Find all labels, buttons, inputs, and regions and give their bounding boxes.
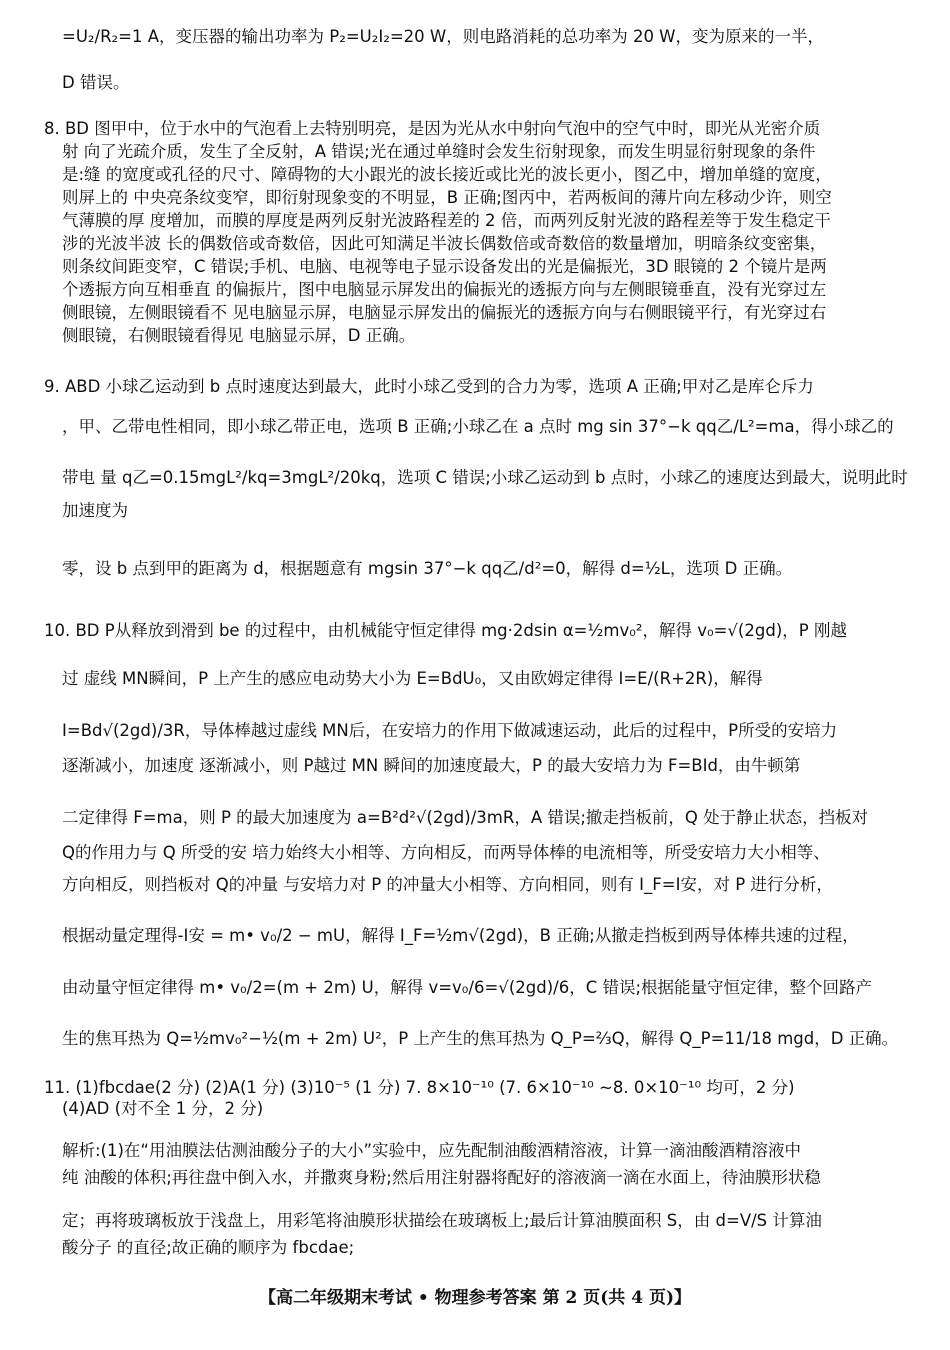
q8-line-7: 则条纹间距变窄，C 错误;手机、电脑、电视等电子显示设备发出的光是偏振光，3D 眼镜的 2 个镜片是两 (62, 257, 827, 276)
q11-line-5: 定；再将玻璃板放于浅盘上，用彩笔将油膜形状描绘在玻璃板上;最后计算油膜面积 S，由 d=V/S 计算油 (62, 1211, 822, 1230)
q8-line-2: 射 向了光疏介质，发生了全反射，A 错误;光在通过单缝时会发生衍射现象，而发生明显衍射现象的条件 (62, 142, 816, 161)
q10-line-1: 10. BD P从释放到滑到 be 的过程中，由机械能守恒定律得 mg·2dsin α=½mv₀²，解得 v₀=√(2gd)，P 刚越 (44, 621, 847, 640)
q9-line-1: 9. ABD 小球乙运动到 b 点时速度达到最大，此时小球乙受到的合力为零，选项 A 正确;甲对乙是库仑斥力 (44, 377, 814, 396)
q10-line-8: 根据动量定理得-I安 = m• v₀/2 − mU，解得 I_F=½m√(2gd)，B 正确;从撤走挡板到两导体棒共速的过程， (62, 926, 859, 945)
q11-line-4: 纯 油酸的体积;再往盘中倒入水，并撒爽身粉;然后用注射器将配好的溶液滴一滴在水面上，待油膜形状稳 (62, 1168, 821, 1187)
q10-line-6: Q的作用力与 Q 所受的安 培力始终大小相等、方向相反，而两导体棒的电流相等，所受安培力大小相等、 (62, 843, 830, 862)
q9-line-4: 加速度为 (62, 501, 128, 520)
q10-line-7: 方向相反，则挡板对 Q的冲量 与安培力对 P 的冲量大小相等、方向相同，则有 I_F=I安，对 P 进行分析， (62, 875, 833, 894)
q10-line-3: I=Bd√(2gd)/3R，导体棒越过虚线 MN后，在安培力的作用下做减速运动，此后的过程中，P所受的安培力 (62, 721, 838, 740)
q11-line-1: 11. (1)fbcdae(2 分) (2)A(1 分) (3)10⁻⁵ (1 分) 7. 8×10⁻¹⁰ (7. 6×10⁻¹⁰ ~8. 0×10⁻¹⁰ 均可，2 分) (44, 1078, 795, 1097)
q10-line-2: 过 虚线 MN瞬间，P 上产生的感应电动势大小为 E=BdU₀，又由欧姆定律得 I=E/(R+2R)，解得 (62, 669, 763, 688)
q10-line-5: 二定律得 F=ma，则 P 的最大加速度为 a=B²d²√(2gd)/3mR，A 错误;撤走挡板前，Q 处于静止状态，挡板对 (62, 808, 869, 827)
q10-line-4: 逐渐减小，加速度 逐渐减小，则 P越过 MN 瞬间的加速度最大，P 的最大安培力为 F=BId，由牛顿第 (62, 756, 801, 775)
q8-line-4: 则屏上的 中央亮条纹变窄，即衍射现象变的不明显，B 正确;图丙中，若两板间的薄片向左移动少许，则空 (62, 188, 832, 207)
q11-line-6: 酸分子 的直径;故正确的顺序为 fbcdae; (62, 1238, 355, 1257)
q8-line-9: 侧眼镜，左侧眼镜看不 见电脑显示屏，电脑显示屏发出的偏振光的透振方向与右侧眼镜平行，有光穿过右 (62, 303, 827, 322)
q8-line-8: 个透振方向互相垂直 的偏振片，图中电脑显示屏发出的偏振光的透振方向与左侧眼镜垂直，没有光穿过左 (62, 280, 827, 299)
page-footer: 【高二年级期末考试 • 物理参考答案 第 2 页(共 4 页)】 (258, 1288, 692, 1308)
q8-line-1: 8. BD 图甲中，位于水中的气泡看上去特别明亮，是因为光从水中射向气泡中的空气中时，即光从光密介质 (44, 119, 821, 138)
q9-line-3: 带电 量 q乙=0.15mgL²/kq=3mgL²/20kq，选项 C 错误;小球乙运动到 b 点时，小球乙的速度达到最大，说明此时 (62, 468, 908, 487)
q7-line-1: =U₂/R₂=1 A，变压器的输出功率为 P₂=U₂I₂=20 W，则电路消耗的总功率为 20 W，变为原来的一半， (62, 27, 824, 46)
q10-line-9: 由动量守恒定律得 m• v₀/2=(m + 2m) U，解得 v=v₀/6=√(2gd)/6，C 错误;根据能量守恒定律，整个回路产 (62, 978, 873, 997)
q7-line-2: D 错误。 (62, 73, 130, 92)
q8-line-6: 涉的光波半波 长的偶数倍或奇数倍，因此可知满足半波长偶数倍或奇数倍的数量增加，明暗条纹变密集， (62, 234, 827, 253)
q8-line-3: 是:缝 的宽度或孔径的尺寸、障碍物的大小跟光的波长接近或比光的波长更小，图乙中，增加单缝的宽度， (62, 165, 832, 184)
q8-line-10: 侧眼镜，右侧眼镜看得见 电脑显示屏，D 正确。 (62, 326, 416, 345)
q8-line-5: 气薄膜的厚 度增加，而膜的厚度是两列反射光波路程差的 2 倍，而两列反射光波的路程差等于发生稳定干 (62, 211, 831, 230)
q11-line-3: 解析:(1)在“用油膜法估测油酸分子的大小”实验中，应先配制油酸酒精溶液，计算一滴油酸酒精溶液中 (62, 1141, 802, 1160)
q11-line-2: (4)AD (对不全 1 分，2 分) (62, 1099, 264, 1118)
q9-line-2: ，甲、乙带电性相同，即小球乙带正电，选项 B 正确;小球乙在 a 点时 mg sin 37°−k qq乙/L²=ma，得小球乙的 (62, 417, 894, 436)
q10-line-10: 生的焦耳热为 Q=½mv₀²−½(m + 2m) U²，P 上产生的焦耳热为 Q_P=⅔Q，解得 Q_P=11/18 mgd，D 正确。 (62, 1029, 899, 1048)
q9-line-5: 零，设 b 点到甲的距离为 d，根据题意有 mgsin 37°−k qq乙/d²=0，解得 d=½L，选项 D 正确。 (62, 559, 793, 578)
